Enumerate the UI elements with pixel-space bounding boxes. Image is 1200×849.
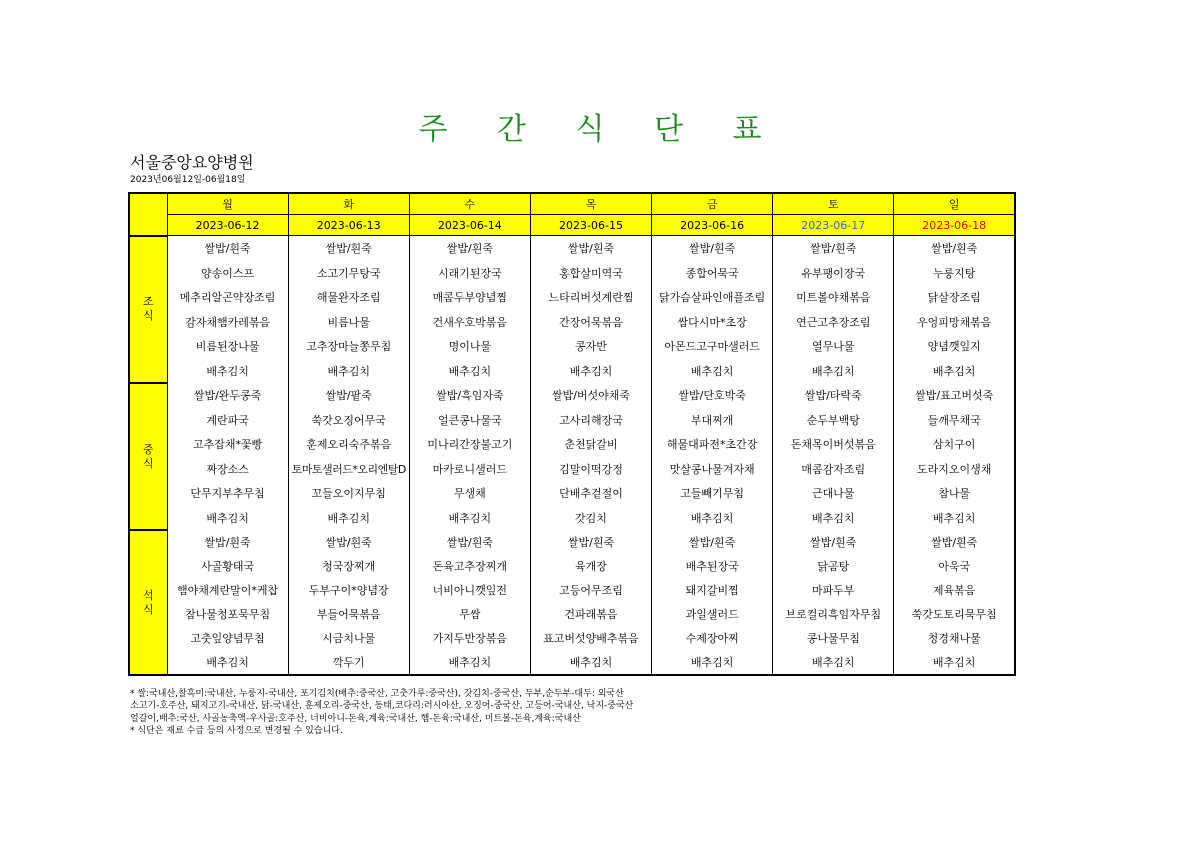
date-header-row bbox=[129, 215, 1015, 236]
breakfast-label bbox=[129, 236, 167, 384]
menu-item: 간장어묵볶음 bbox=[530, 310, 651, 335]
lunch-row bbox=[129, 457, 1015, 482]
day-header: 일 bbox=[894, 193, 1015, 215]
menu-item: 해물대파전*초간장 bbox=[652, 432, 773, 457]
lunch-row bbox=[129, 432, 1015, 457]
menu-item: 배추김치 bbox=[652, 506, 773, 531]
menu-item: 쌀밥/흰죽 bbox=[894, 236, 1015, 261]
menu-item: 단무지부추무침 bbox=[167, 481, 288, 506]
menu-item: 과일샐러드 bbox=[652, 602, 773, 626]
menu-item: 배추김치 bbox=[409, 359, 530, 384]
menu-item: 쑥갓도토리묵무침 bbox=[894, 602, 1015, 626]
menu-item: 쑥갓오징어무국 bbox=[288, 408, 409, 433]
dinner-row bbox=[129, 554, 1015, 578]
menu-item: 배추김치 bbox=[530, 650, 651, 675]
menu-item: 배추김치 bbox=[894, 650, 1015, 675]
menu-item: 수제장아찌 bbox=[652, 626, 773, 650]
menu-item: 배추김치 bbox=[167, 506, 288, 531]
menu-item: 배추김치 bbox=[894, 359, 1015, 384]
menu-item: 배추김치 bbox=[773, 359, 894, 384]
day-header: 금 bbox=[652, 193, 773, 215]
day-header: 토 bbox=[773, 193, 894, 215]
date-header: 2023-06-12 bbox=[167, 215, 288, 236]
menu-item: 춘천닭갈비 bbox=[530, 432, 651, 457]
breakfast-row bbox=[129, 261, 1015, 286]
menu-item: 쌀밥/완두콩죽 bbox=[167, 383, 288, 408]
menu-item: 아몬드고구마샐러드 bbox=[652, 334, 773, 359]
menu-item: 콩나물무침 bbox=[773, 626, 894, 650]
date-header: 2023-06-14 bbox=[409, 215, 530, 236]
menu-item: 콩자반 bbox=[530, 334, 651, 359]
menu-item: 계란파국 bbox=[167, 408, 288, 433]
menu-item: 고춧잎양념무침 bbox=[167, 626, 288, 650]
menu-item: 배추김치 bbox=[773, 506, 894, 531]
menu-item: 느타리버섯계란찜 bbox=[530, 285, 651, 310]
menu-item: 쌀밥/단호박죽 bbox=[652, 383, 773, 408]
menu-item: 배추김치 bbox=[288, 506, 409, 531]
breakfast-row bbox=[129, 359, 1015, 384]
lunch-row bbox=[129, 383, 1015, 408]
note-line: 소고기-호주산, 돼지고기-국내산, 닭-국내산, 훈제오리-중국산, 동태,코다리:러시아산, 오징어-중국산, 고등어-국내산, 낙지-중국산 bbox=[130, 701, 634, 712]
menu-item: 청국장찌개 bbox=[288, 554, 409, 578]
menu-item: 쌀밥/타락죽 bbox=[773, 383, 894, 408]
menu-item: 얼큰콩나물국 bbox=[409, 408, 530, 433]
date-header: 2023-06-13 bbox=[288, 215, 409, 236]
menu-item: 열무나물 bbox=[773, 334, 894, 359]
menu-item: 육개장 bbox=[530, 554, 651, 578]
meal-label-char: 식 bbox=[142, 456, 154, 470]
menu-item: 근대나물 bbox=[773, 481, 894, 506]
dinner-row bbox=[129, 530, 1015, 554]
day-header: 목 bbox=[530, 193, 651, 215]
menu-item: 닭가슴살파인애플조림 bbox=[652, 285, 773, 310]
menu-item: 참나물 bbox=[894, 481, 1015, 506]
breakfast-row bbox=[129, 310, 1015, 335]
menu-item: 부들어묵볶음 bbox=[288, 602, 409, 626]
menu-item: 쌀밥/흰죽 bbox=[409, 530, 530, 554]
menu-item: 명이나물 bbox=[409, 334, 530, 359]
menu-item: 쌀밥/흰죽 bbox=[530, 530, 651, 554]
menu-item: 쌀밥/팥죽 bbox=[288, 383, 409, 408]
day-header: 화 bbox=[288, 193, 409, 215]
lunch-row bbox=[129, 506, 1015, 531]
menu-item: 표고버섯양배추볶음 bbox=[530, 626, 651, 650]
dinner-row bbox=[129, 650, 1015, 675]
menu-item: 종합어묵국 bbox=[652, 261, 773, 286]
menu-item: 시금치나물 bbox=[288, 626, 409, 650]
menu-item: 고추장마늘쫑무침 bbox=[288, 334, 409, 359]
date-header-sunday: 2023-06-18 bbox=[894, 215, 1015, 236]
dinner-row bbox=[129, 626, 1015, 650]
menu-item: 너비아니깻잎전 bbox=[409, 578, 530, 602]
page-title: 주 간 식 단 표 bbox=[418, 112, 782, 147]
menu-item: 비름된장나물 bbox=[167, 334, 288, 359]
menu-item: 고들빼기무침 bbox=[652, 481, 773, 506]
menu-item: 훈제오리숙주볶음 bbox=[288, 432, 409, 457]
menu-item: 배추김치 bbox=[167, 359, 288, 384]
menu-item: 도라지오이생채 bbox=[894, 457, 1015, 482]
menu-item: 닭살장조림 bbox=[894, 285, 1015, 310]
menu-item: 고등어무조림 bbox=[530, 578, 651, 602]
menu-item: 배추김치 bbox=[530, 359, 651, 384]
menu-item: 맛살콩나물겨자채 bbox=[652, 457, 773, 482]
menu-item: 감자채햄카레볶음 bbox=[167, 310, 288, 335]
menu-item: 갓김치 bbox=[530, 506, 651, 531]
day-header: 월 bbox=[167, 193, 288, 215]
note-line: * 식단은 재료 수급 등의 사정으로 변경될 수 있습니다. bbox=[130, 726, 343, 737]
menu-item: 양송이스프 bbox=[167, 261, 288, 286]
menu-item: 건새우호박볶음 bbox=[409, 310, 530, 335]
menu-item: 마카로니샐러드 bbox=[409, 457, 530, 482]
menu-item: 연근고추장조림 bbox=[773, 310, 894, 335]
menu-item: 매콤두부양념찜 bbox=[409, 285, 530, 310]
menu-item: 쌀밥/흰죽 bbox=[773, 530, 894, 554]
menu-item: 무쌈 bbox=[409, 602, 530, 626]
menu-item: 닭곰탕 bbox=[773, 554, 894, 578]
menu-item: 쌀밥/흰죽 bbox=[167, 530, 288, 554]
menu-item: 매콤감자조림 bbox=[773, 457, 894, 482]
menu-item: 메추리알곤약장조림 bbox=[167, 285, 288, 310]
menu-item: 토마토샐러드*오리엔탈D bbox=[288, 457, 409, 482]
menu-item: 돈육고추장찌개 bbox=[409, 554, 530, 578]
menu-item: 건파래볶음 bbox=[530, 602, 651, 626]
menu-item: 미나리간장불고기 bbox=[409, 432, 530, 457]
note-line: * 쌀:국내산,찰흑미:국내산, 누룽지-국내산, 포기김치(배추:중국산, 고춧가루:중국산), 갓김치-중국산, 두부,순두부-대두: 외국산 bbox=[130, 689, 624, 699]
menu-item: 시래기된장국 bbox=[409, 261, 530, 286]
menu-item: 부대찌개 bbox=[652, 408, 773, 433]
lunch-row bbox=[129, 408, 1015, 433]
menu-item: 누룽지탕 bbox=[894, 261, 1015, 286]
menu-item: 배추김치 bbox=[652, 359, 773, 384]
menu-item: 아욱국 bbox=[894, 554, 1015, 578]
menu-item: 배추된장국 bbox=[652, 554, 773, 578]
menu-item: 참나물청포묵무침 bbox=[167, 602, 288, 626]
menu-item: 쌀밥/흰죽 bbox=[288, 236, 409, 261]
lunch-row bbox=[129, 481, 1015, 506]
menu-period: 2023년06월12일-06월18일 bbox=[130, 175, 246, 185]
menu-item: 미트볼야채볶음 bbox=[773, 285, 894, 310]
menu-item: 배추김치 bbox=[167, 650, 288, 675]
menu-item: 우엉피망채볶음 bbox=[894, 310, 1015, 335]
menu-item: 김말이떡강정 bbox=[530, 457, 651, 482]
menu-item: 쌀밥/흰죽 bbox=[409, 236, 530, 261]
menu-item: 쌀밥/흰죽 bbox=[773, 236, 894, 261]
menu-item: 깍두기 bbox=[288, 650, 409, 675]
meal-label-char: 식 bbox=[142, 602, 154, 616]
menu-item: 유부팽이장국 bbox=[773, 261, 894, 286]
dinner-row bbox=[129, 602, 1015, 626]
menu-item: 홍합살미역국 bbox=[530, 261, 651, 286]
hospital-name: 서울중앙요양병원 bbox=[130, 153, 254, 172]
meal-label-char: 조 bbox=[142, 295, 154, 309]
menu-item: 사골황태국 bbox=[167, 554, 288, 578]
menu-item: 들깨무채국 bbox=[894, 408, 1015, 433]
menu-item: 무생채 bbox=[409, 481, 530, 506]
menu-item: 청경채나물 bbox=[894, 626, 1015, 650]
menu-item: 쌀밥/흰죽 bbox=[288, 530, 409, 554]
menu-item: 비름나물 bbox=[288, 310, 409, 335]
menu-item: 두부구이*양념장 bbox=[288, 578, 409, 602]
origin-notes bbox=[130, 688, 633, 738]
date-header: 2023-06-15 bbox=[530, 215, 651, 236]
menu-item: 마파두부 bbox=[773, 578, 894, 602]
breakfast-row bbox=[129, 334, 1015, 359]
menu-item: 꼬들오이지무침 bbox=[288, 481, 409, 506]
menu-item: 배추김치 bbox=[288, 359, 409, 384]
day-header-row bbox=[129, 193, 1015, 215]
menu-item: 브로컬리흑임자무침 bbox=[773, 602, 894, 626]
corner-cell bbox=[129, 193, 167, 236]
menu-item: 배추김치 bbox=[652, 650, 773, 675]
menu-item: 쌀밥/흰죽 bbox=[167, 236, 288, 261]
menu-item: 짜장소스 bbox=[167, 457, 288, 482]
date-header-saturday: 2023-06-17 bbox=[773, 215, 894, 236]
menu-item: 쌀밥/버섯야채죽 bbox=[530, 383, 651, 408]
menu-item: 쌈다시마*초장 bbox=[652, 310, 773, 335]
menu-item: 순두부백탕 bbox=[773, 408, 894, 433]
menu-item: 제육볶음 bbox=[894, 578, 1015, 602]
dinner-row bbox=[129, 578, 1015, 602]
menu-item: 돈채목이버섯볶음 bbox=[773, 432, 894, 457]
menu-item: 단배추겉절이 bbox=[530, 481, 651, 506]
dinner-label bbox=[129, 530, 167, 675]
menu-item: 쌀밥/표고버섯죽 bbox=[894, 383, 1015, 408]
menu-item: 배추김치 bbox=[773, 650, 894, 675]
menu-item: 햄야채계란말이*케찹 bbox=[167, 578, 288, 602]
menu-item: 쌀밥/흰죽 bbox=[894, 530, 1015, 554]
menu-item: 고추잡채*꽃빵 bbox=[167, 432, 288, 457]
menu-item: 배추김치 bbox=[409, 650, 530, 675]
menu-item: 쌀밥/흰죽 bbox=[530, 236, 651, 261]
menu-item: 쌀밥/흰죽 bbox=[652, 530, 773, 554]
meal-label-char: 석 bbox=[142, 588, 154, 602]
menu-item: 가지두반장볶음 bbox=[409, 626, 530, 650]
meal-label-char: 식 bbox=[142, 309, 154, 323]
menu-item: 배추김치 bbox=[894, 506, 1015, 531]
menu-item: 소고기무탕국 bbox=[288, 261, 409, 286]
breakfast-row bbox=[129, 236, 1015, 261]
menu-item: 돼지갈비찜 bbox=[652, 578, 773, 602]
meal-label-char: 중 bbox=[142, 442, 154, 456]
note-line: 얼갈이,배추:국산, 사골농축액-우사골:호주산, 너비아니-돈육,계육:국내산, 햄-돈육:국내산, 미트볼-돈육,계육:국내산 bbox=[130, 713, 581, 724]
menu-item: 쌀밥/흑임자죽 bbox=[409, 383, 530, 408]
menu-item: 배추김치 bbox=[409, 506, 530, 531]
menu-item: 삼치구이 bbox=[894, 432, 1015, 457]
breakfast-row bbox=[129, 285, 1015, 310]
menu-item: 쌀밥/흰죽 bbox=[652, 236, 773, 261]
weekly-menu-table bbox=[128, 192, 1016, 676]
date-header: 2023-06-16 bbox=[652, 215, 773, 236]
day-header: 수 bbox=[409, 193, 530, 215]
menu-item: 양념깻잎지 bbox=[894, 334, 1015, 359]
menu-item: 고사리해장국 bbox=[530, 408, 651, 433]
lunch-label bbox=[129, 383, 167, 530]
menu-item: 해물완자조림 bbox=[288, 285, 409, 310]
